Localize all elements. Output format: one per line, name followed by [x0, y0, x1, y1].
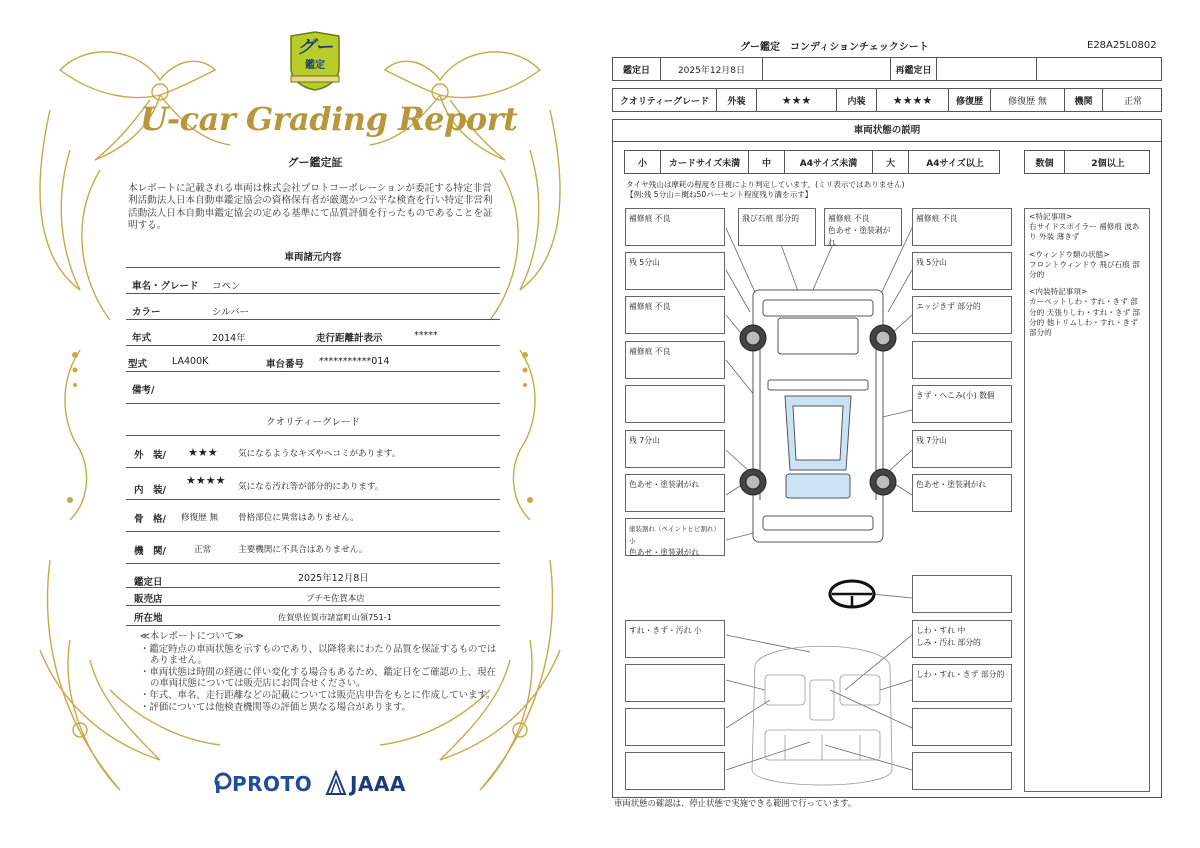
interior-box-left-3	[625, 708, 725, 746]
chassis-value: ***********014	[319, 356, 390, 367]
quality-grade: 正常	[194, 545, 212, 555]
interior-box-left-1: すれ・きず・汚れ 小	[625, 620, 725, 658]
spec-row-name	[126, 268, 500, 294]
quality-desc: 気になる汚れ等が部分的にあります。	[238, 482, 384, 492]
size-large-label: 大	[873, 151, 909, 173]
reappraisal-label: 再鑑定日	[891, 58, 937, 80]
interior-label: 内装	[837, 89, 877, 111]
tire-box-rear-right: 残 7分山	[912, 430, 1012, 468]
note-item: ・車両状態は時間の経過に伴い変化する場合もあるため、鑑定日をご確認の上、現在の車両状態については販売店にお問合せください。	[140, 666, 496, 690]
size-large-value: A4サイズ以上	[926, 158, 984, 169]
condition-box-left-3	[625, 385, 725, 423]
note-item: ・評価については他検査機関等の評価と異なる場合があります。	[140, 701, 411, 713]
date-blank	[763, 58, 891, 80]
condition-text: 色あせ・塗装剥がれ	[629, 548, 700, 557]
appraisal-date-value: 2025年12月8日	[298, 573, 369, 584]
interior-box-left-2	[625, 664, 725, 702]
spec-row-year	[126, 320, 500, 346]
condition-box-front-left: 補修痕 不良	[625, 208, 725, 246]
jaaa-logo-icon	[325, 770, 347, 796]
quality-row-exterior	[126, 436, 500, 468]
count-value: 2個以上	[1091, 158, 1125, 169]
condition-box-steering	[912, 575, 1012, 613]
size-legend	[624, 150, 1000, 174]
year-value: 2014年	[212, 333, 246, 344]
interior-notes-text: カーペットしわ・すれ・きず 部分的 天張りしわ・すれ・きず 部分的 他トリムしわ・すれ・きず 部分的	[1029, 297, 1141, 338]
condition-check-sheet	[600, 0, 1200, 848]
window-notes-text: フロントウィンドウ 飛び石痕 部分的	[1029, 259, 1140, 280]
reappraisal-value	[937, 58, 1037, 80]
quality-title: クオリティーグレード	[265, 417, 361, 428]
tire-box-front-right: 残 5分山	[912, 252, 1012, 290]
quality-row-frame	[126, 500, 500, 532]
report-notes	[140, 631, 500, 713]
proto-logo-icon	[214, 772, 232, 794]
color-value: シルバー	[212, 307, 250, 318]
date-value: 2025年12月8日	[661, 58, 763, 80]
quality-grade-row	[612, 88, 1162, 112]
special-notes-text: 右サイドスポイラー 補修痕 波あり 外装 薄きず	[1029, 222, 1140, 242]
badge-label: グー 鑑定	[297, 37, 333, 71]
condition-text: 補修痕 不良	[828, 214, 870, 223]
date-row	[612, 57, 1162, 81]
size-mid-label: 中	[749, 151, 785, 173]
mileage-label: 走行距離計表示	[316, 333, 383, 344]
condition-box-right-4: 色あせ・塗装剥がれ	[912, 474, 1012, 512]
interior-value: ★★★★	[877, 89, 949, 111]
size-mid-value: A4サイズ未満	[785, 151, 873, 173]
quality-desc: 主要機関に不具合はありません。	[238, 545, 368, 555]
interior-box-right-1	[912, 620, 1012, 658]
address-row	[126, 606, 500, 626]
note-item: ・年式、車名、走行距離などの記載については販売店申告をもとに作成しています。	[140, 689, 496, 701]
tire-note	[626, 180, 905, 200]
spec-row-remarks	[126, 372, 500, 404]
address-label: 所在地	[134, 613, 163, 624]
condition-box-front-right: 補修痕 不良	[912, 208, 1012, 246]
name-label: 車名・グレード	[132, 281, 199, 292]
quality-label: 外 装/	[134, 450, 166, 461]
size-small-value: カードサイズ未満	[661, 151, 749, 173]
certificate-title: グー鑑定証	[287, 156, 343, 169]
count-legend	[1024, 150, 1150, 174]
appraisal-date-row	[126, 564, 500, 588]
repair-history-value: 修復歴 無	[991, 89, 1065, 111]
model-value: LA400K	[172, 356, 209, 367]
condition-box-right-2	[912, 341, 1012, 379]
note-item: ・鑑定時点の車両状態を示すものであり、以降将来にわたり品質を保証するものではありません。	[140, 643, 497, 667]
condition-box-right-1: エッジきず 部分的	[912, 296, 1012, 334]
exterior-value: ★★★	[757, 89, 837, 111]
jaaa-logo: JAAA	[350, 772, 406, 796]
condition-box-left-1: 補修痕 不良	[625, 296, 725, 334]
dealer-row	[126, 588, 500, 606]
color-label: カラー	[132, 307, 161, 318]
footer-note: 車両状態の確認は、停止状態で実施できる範囲で行っています。	[614, 798, 857, 808]
notes-heading: ≪本レポートについて≫	[140, 631, 244, 642]
quality-desc: 気になるようなキズやヘコミがあります。	[238, 449, 401, 459]
engine-value: 正常	[1123, 96, 1142, 107]
special-notes-heading: <特記事項>	[1029, 212, 1073, 221]
spec-row-color	[126, 294, 500, 320]
condition-text: しわ・すれ 中	[916, 626, 966, 635]
interior-box-right-4	[912, 752, 1012, 790]
address-value: 佐賀県佐賀市諸富町山領751-1	[278, 612, 392, 622]
tire-note-example: 【例:残 5分山＝概ね50パーセント程度残り溝を示す】	[626, 190, 813, 199]
reappraisal-blank	[1037, 58, 1163, 80]
tire-note-line: タイヤ残山は摩耗の程度を目視により判定しています。(ミリ表示ではありません)	[626, 180, 905, 189]
qg-label: クオリティーグレード	[613, 89, 717, 111]
condition-box-left-4: 色あせ・塗装剥がれ	[625, 474, 725, 512]
quality-grade: 修復歴 無	[181, 513, 219, 523]
sheet-code: E28A25L0802	[1087, 40, 1157, 51]
condition-text: しみ・汚れ 部分的	[916, 638, 981, 647]
quality-title-row	[126, 404, 500, 436]
tire-box-rear-left: 残 7分山	[625, 430, 725, 468]
mileage-value: *****	[414, 330, 438, 341]
name-value: コペン	[212, 281, 241, 292]
condition-box-windshield: 飛び石痕 部分的	[738, 208, 816, 246]
quality-label: 内 装/	[134, 485, 166, 496]
spec-title-row	[126, 244, 500, 268]
exterior-label: 外装	[717, 89, 757, 111]
quality-grade: ★★★★	[186, 474, 226, 487]
interior-notes-heading: <内装特記事項>	[1029, 287, 1088, 297]
quality-desc: 骨格部位に異常はありません。	[238, 513, 359, 523]
interior-box-right-2: しわ・すれ・きず 部分的	[912, 664, 1012, 702]
engine-label: 機関	[1065, 89, 1103, 111]
chassis-label: 車台番号	[266, 359, 305, 370]
condition-box-rear	[625, 518, 725, 556]
count-label: 数個	[1025, 151, 1065, 173]
size-small-label: 小	[625, 151, 661, 173]
date-label: 鑑定日	[613, 58, 661, 80]
quality-label: 機 関/	[134, 546, 166, 557]
window-notes-heading: <ウィンドウ類の状態>	[1029, 249, 1110, 259]
dealer-label: 販売店	[134, 594, 163, 605]
quality-label: 骨 格/	[134, 514, 166, 525]
condition-box-hood	[824, 208, 902, 246]
dealer-value: ブチモ佐賀本店	[306, 593, 365, 603]
report-title: U-car Grading Report	[140, 100, 518, 138]
remarks-label: 備考/	[132, 385, 155, 396]
tire-box-front-left: 残 5分山	[625, 252, 725, 290]
condition-box-left-2: 補修痕 不良	[625, 341, 725, 379]
quality-row-interior	[126, 468, 500, 500]
certificate-statement: 本レポートに記載される車両は株式会社プロトコーポレーションが委託する特定非営利活動法人日本自動車鑑定協会の資格保有者が厳選かつ公平な検査を行い特定非営利活動法人日本自動車鑑定協会の定める基準にて品質評価を行ったものであることを証明する。	[128, 183, 493, 231]
quality-row-engine	[126, 532, 500, 564]
appraisal-date-label: 鑑定日	[134, 577, 163, 588]
spec-row-model	[126, 346, 500, 372]
spec-title: 車両諸元内容	[284, 252, 342, 263]
sheet-title: グー鑑定 コンディションチェックシート	[740, 42, 929, 53]
quality-grade: ★★★	[188, 446, 218, 459]
condition-box-right-3: きず・へこみ(小) 数個	[912, 385, 1012, 423]
special-notes-box	[1024, 208, 1150, 792]
interior-box-right-3	[912, 708, 1012, 746]
repair-history-label: 修復歴	[949, 89, 991, 111]
proto-logo: PROTO	[232, 772, 313, 796]
year-label: 年式	[132, 333, 152, 344]
condition-text: 塗装割れ（ペイントヒビ割れ）小	[629, 525, 720, 545]
section-title: 車両状態の説明	[613, 120, 1161, 142]
condition-text: 色あせ・塗装剥がれ	[828, 226, 891, 247]
interior-box-left-4	[625, 752, 725, 790]
model-label: 型式	[128, 359, 148, 370]
